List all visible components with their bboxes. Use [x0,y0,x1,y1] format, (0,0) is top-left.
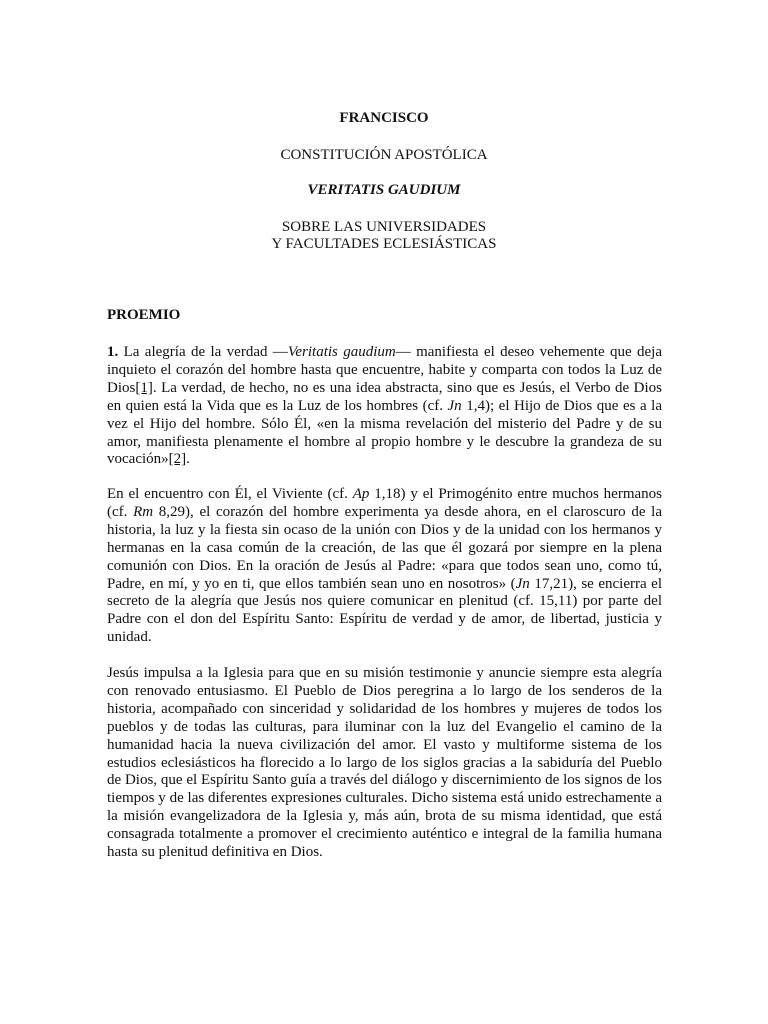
paragraph-number: 1. [107,344,119,360]
paragraph-text: 8,29), el corazón del hombre experimenta ya desde ahora, en el claroscuro de la historia, la luz y la fiesta sin ocaso de la unión con Dios y de la unidad con los hermanos y hermanas en la casa común de la creación, de las que él gozará por siempre en la plena comunión con Dios. En la oración de Jesús al Padre: «para que todos sean uno, como tú, Padre, en mí, y yo en ti, que ellos también sean uno en nosotros» ( [107,503,662,592]
bible-book-abbr: Jn [515,575,530,592]
footnote-link-2[interactable]: [2] [168,451,187,468]
document-subject [0,219,768,253]
section-heading: PROEMIO [107,307,181,323]
paragraph-text: 1,4); el Hijo de Dios que es a la vez el Hijo del hombre. Sólo Él, «en la misma revelación del misterio del Padre y de su amor, manifiesta plenamente el hombre al propio hombre y le descubre la grandeza de su vocación» [107,397,662,468]
subject-line-2: Y FACULTADES ECLESIÁSTICAS [271,236,497,252]
paragraph-text: En el encuentro con Él, el Viviente (cf. [107,486,353,502]
bible-book-abbr: Ap [352,486,370,502]
paragraph-3 [107,665,662,862]
bible-book-abbr: Jn [447,397,462,414]
subject-line-1: SOBRE LAS UNIVERSIDADES [281,219,487,235]
footnote-link-1[interactable]: [1] [135,379,153,396]
paragraph-2 [107,486,662,647]
paragraph-text: . La verdad, de hecho, no es una idea abstracta, sino que es Jesús, el Verbo de Dios en quien está la Vida que es la Luz de los hombres (cf. [107,379,662,414]
paragraph-text: La alegría de la verdad — [118,344,288,360]
paragraph-text: — manifiesta el deseo vehemente que deja inquieto el corazón del hombre hasta que encuentre, habite y comparta con todos la Luz de Dios [107,344,662,396]
bible-book-abbr: Rm [133,503,154,520]
italic-title: Veritatis gaudium [287,344,396,360]
document-title: VERITATIS GAUDIUM [307,182,461,198]
paragraph-1 [107,344,662,469]
paragraph-text: 17,21), se encierra el secreto de la alegría que Jesús nos quiere comunicar en plenitud (cf. 15,11) por parte del Padre con el don del Espíritu Santo: Espíritu de verdad y de amor, de libertad, justicia y unidad. [107,575,662,646]
paragraph-text: 1,18) y el Primogénito entre muchos hermanos (cf. [107,486,662,520]
author-name: FRANCISCO [339,110,429,126]
paragraph-text: . [186,451,190,468]
paragraph-text: Jesús impulsa a la Iglesia para que en su misión testimonie y anuncie siempre esta alegría con renovado entusiasmo. El Pueblo de Dios peregrina a lo largo de los senderos de la historia, acompañado con sinceridad y solidaridad de los hombres y mujeres de todos los pueblos y de todas las culturas, para iluminar con la luz del Evangelio el camino de la humanidad hacia la nueva civilización del amor. El vasto y multiforme sistema de los estudios eclesiásticos ha florecido a lo largo de los siglos gracias a la sabiduría del Pueblo de Dios, que el Espíritu Santo guía a través del diálogo y discernimiento de los signos de los tiempos y de las diferentes expresiones culturales. Dicho sistema está unido estrechamente a la misión evangelizadora de la Iglesia y, más aún, brota de su misma identidad, que está consagrada totalmente a promover el crecimiento auténtico e integral de la familia humana hasta su plenitud definitiva en Dios. [107,665,662,861]
document-type: CONSTITUCIÓN APOSTÓLICA [280,147,488,163]
